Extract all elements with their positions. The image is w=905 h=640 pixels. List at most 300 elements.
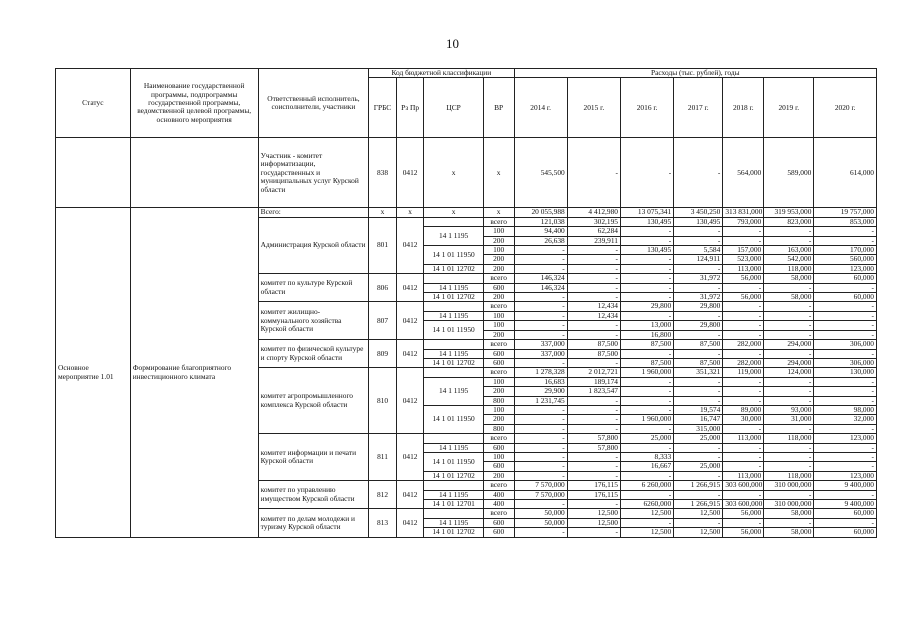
value-cell: - xyxy=(514,462,567,471)
vr-cell: 800 xyxy=(483,396,514,405)
value-cell: 12,500 xyxy=(620,528,673,537)
csr-cell xyxy=(424,274,483,283)
value-cell: 294,000 xyxy=(764,340,814,349)
vr-cell: 200 xyxy=(483,264,514,273)
value-cell: 313 831,000 xyxy=(723,208,764,217)
csr-cell: 14 1 1195 xyxy=(424,443,483,452)
value-cell: 58,000 xyxy=(764,528,814,537)
csr-cell xyxy=(424,302,483,311)
responsible-name: комитет по делам молодежи и туризму Курской области xyxy=(258,509,369,537)
value-cell: - xyxy=(674,138,723,208)
csr-cell: 14 1 01 11950 xyxy=(424,246,483,265)
value-cell: - xyxy=(620,349,673,358)
value-cell: - xyxy=(620,264,673,273)
value-cell: 130,495 xyxy=(620,217,673,226)
csr-cell: 14 1 1195 xyxy=(424,283,483,292)
value-cell: - xyxy=(674,311,723,320)
value-cell: 119,000 xyxy=(723,368,764,377)
grbs-cell: 811 xyxy=(369,434,397,481)
vr-cell: 600 xyxy=(483,528,514,537)
value-cell: 16,747 xyxy=(674,415,723,424)
value-cell: - xyxy=(620,518,673,527)
grbs-cell: 807 xyxy=(369,302,397,340)
value-cell: 16,683 xyxy=(514,377,567,386)
grbs-cell: 806 xyxy=(369,274,397,302)
total-row xyxy=(56,208,877,217)
value-cell: 1 278,328 xyxy=(514,368,567,377)
value-cell: - xyxy=(567,396,620,405)
rzpr-cell: 0412 xyxy=(396,274,424,302)
value-cell: - xyxy=(814,424,877,433)
value-cell: - xyxy=(567,500,620,509)
value-cell: - xyxy=(620,236,673,245)
value-cell: 146,324 xyxy=(514,274,567,283)
responsible-name: комитет по культуре Курской области xyxy=(258,274,369,302)
value-cell: 282,000 xyxy=(723,358,764,367)
value-cell: - xyxy=(723,396,764,405)
value-cell: - xyxy=(674,396,723,405)
header-budget-code: Код бюджетной классификации xyxy=(369,69,514,78)
value-cell: - xyxy=(620,227,673,236)
value-cell: - xyxy=(674,264,723,273)
csr-cell: 14 1 1195 xyxy=(424,490,483,499)
value-cell: 124,000 xyxy=(764,368,814,377)
value-cell: - xyxy=(674,443,723,452)
value-cell: 306,000 xyxy=(814,358,877,367)
value-cell: - xyxy=(514,528,567,537)
value-cell: - xyxy=(814,302,877,311)
value-cell: - xyxy=(567,462,620,471)
value-cell: 7 570,000 xyxy=(514,490,567,499)
header-year: 2020 г. xyxy=(814,78,877,138)
value-cell: - xyxy=(674,227,723,236)
value-cell: - xyxy=(514,434,567,443)
value-cell: - xyxy=(620,405,673,414)
value-cell: 87,500 xyxy=(674,358,723,367)
value-cell: 4 412,980 xyxy=(567,208,620,217)
rzpr-cell: 0412 xyxy=(396,302,424,340)
value-cell: - xyxy=(674,452,723,461)
value-cell: 56,000 xyxy=(723,293,764,302)
value-cell: 130,000 xyxy=(814,368,877,377)
value-cell: 560,000 xyxy=(814,255,877,264)
value-cell: - xyxy=(764,311,814,320)
vr-cell: х xyxy=(483,138,514,208)
value-cell: - xyxy=(567,358,620,367)
value-cell: 239,911 xyxy=(567,236,620,245)
value-cell: - xyxy=(814,462,877,471)
budget-table xyxy=(55,68,877,538)
value-cell: - xyxy=(723,424,764,433)
vr-cell: 100 xyxy=(483,452,514,461)
value-cell: - xyxy=(814,283,877,292)
value-cell: 29,900 xyxy=(514,387,567,396)
value-cell: 12,500 xyxy=(567,518,620,527)
value-cell: - xyxy=(814,349,877,358)
value-cell: 16,800 xyxy=(620,330,673,339)
value-cell: - xyxy=(567,246,620,255)
value-cell: - xyxy=(764,387,814,396)
value-cell: 6 260,000 xyxy=(620,481,673,490)
value-cell: - xyxy=(514,452,567,461)
vr-cell: 200 xyxy=(483,387,514,396)
value-cell: 12,500 xyxy=(620,509,673,518)
header-csr: ЦСР xyxy=(424,78,483,138)
value-cell: 1 960,000 xyxy=(620,415,673,424)
value-cell: 58,000 xyxy=(764,509,814,518)
participant-name: Участник - комитет информатизации, государственных и муниципальных услуг Курской области xyxy=(258,138,369,208)
value-cell: - xyxy=(620,490,673,499)
value-cell: 523,000 xyxy=(723,255,764,264)
header-rzpr: Рз Пр xyxy=(396,78,424,138)
vr-cell: 200 xyxy=(483,236,514,245)
value-cell: - xyxy=(814,443,877,452)
value-cell: - xyxy=(620,311,673,320)
value-cell: - xyxy=(674,349,723,358)
vr-cell: х xyxy=(483,208,514,217)
value-cell: 12,434 xyxy=(567,302,620,311)
value-cell: 123,000 xyxy=(814,434,877,443)
value-cell: - xyxy=(514,500,567,509)
value-cell: 58,000 xyxy=(764,274,814,283)
rzpr-cell: 0412 xyxy=(396,368,424,434)
value-cell: - xyxy=(764,452,814,461)
value-cell: 32,000 xyxy=(814,415,877,424)
value-cell: 130,495 xyxy=(620,246,673,255)
csr-cell: 14 1 01 12702 xyxy=(424,358,483,367)
value-cell: - xyxy=(674,490,723,499)
value-cell: 793,000 xyxy=(723,217,764,226)
value-cell: 29,800 xyxy=(674,302,723,311)
vr-cell: 100 xyxy=(483,311,514,320)
value-cell: 5,584 xyxy=(674,246,723,255)
value-cell: - xyxy=(514,358,567,367)
value-cell: 337,000 xyxy=(514,349,567,358)
value-cell: - xyxy=(814,518,877,527)
value-cell: - xyxy=(814,330,877,339)
value-cell: - xyxy=(764,330,814,339)
value-cell: 113,000 xyxy=(723,434,764,443)
header-name: Наименование государственной программы, подпрограммы государственной программы, ведомственной целевой программы, основного мероприятия xyxy=(130,69,258,138)
value-cell: - xyxy=(723,302,764,311)
grbs-cell: 801 xyxy=(369,217,397,273)
csr-cell: 14 1 01 12702 xyxy=(424,293,483,302)
value-cell: 310 000,000 xyxy=(764,481,814,490)
value-cell: - xyxy=(567,528,620,537)
value-cell: - xyxy=(567,274,620,283)
header-expenses: Расходы (тыс. рублей), годы xyxy=(514,69,876,78)
value-cell: 50,000 xyxy=(514,509,567,518)
responsible-name: комитет информации и печати Курской области xyxy=(258,434,369,481)
value-cell: 19 757,000 xyxy=(814,208,877,217)
value-cell: 315,000 xyxy=(674,424,723,433)
value-cell: 56,000 xyxy=(723,274,764,283)
value-cell: 545,500 xyxy=(514,138,567,208)
grbs-cell: 813 xyxy=(369,509,397,537)
csr-cell: 14 1 01 11950 xyxy=(424,405,483,433)
value-cell: 176,115 xyxy=(567,490,620,499)
value-cell: - xyxy=(567,255,620,264)
value-cell: 12,500 xyxy=(674,528,723,537)
value-cell: - xyxy=(764,227,814,236)
value-cell: 87,500 xyxy=(567,349,620,358)
csr-cell: х xyxy=(424,208,483,217)
value-cell: 294,000 xyxy=(764,358,814,367)
vr-cell: 200 xyxy=(483,293,514,302)
value-cell: - xyxy=(567,264,620,273)
value-cell: - xyxy=(764,518,814,527)
rzpr-cell: 0412 xyxy=(396,340,424,368)
value-cell: - xyxy=(723,462,764,471)
value-cell: - xyxy=(514,471,567,480)
value-cell: 6260,000 xyxy=(620,500,673,509)
vr-cell: всего xyxy=(483,274,514,283)
vr-cell: 400 xyxy=(483,500,514,509)
value-cell: - xyxy=(764,283,814,292)
responsible-name: комитет жилищно-коммунального хозяйства Курской области xyxy=(258,302,369,340)
value-cell: 20 055,988 xyxy=(514,208,567,217)
value-cell: - xyxy=(674,236,723,245)
value-cell: 589,000 xyxy=(764,138,814,208)
header-year: 2018 г. xyxy=(723,78,764,138)
vr-cell: 600 xyxy=(483,443,514,452)
value-cell: 25,000 xyxy=(620,434,673,443)
csr-cell xyxy=(424,217,483,226)
value-cell: - xyxy=(814,321,877,330)
value-cell: - xyxy=(514,330,567,339)
value-cell: - xyxy=(567,471,620,480)
value-cell: - xyxy=(764,396,814,405)
csr-cell: 14 1 1195 xyxy=(424,377,483,405)
value-cell: 118,000 xyxy=(764,264,814,273)
value-cell: - xyxy=(723,283,764,292)
value-cell: 8,333 xyxy=(620,452,673,461)
value-cell: 57,800 xyxy=(567,434,620,443)
value-cell: 1 823,547 xyxy=(567,387,620,396)
value-cell: - xyxy=(764,443,814,452)
value-cell: 1 960,000 xyxy=(620,368,673,377)
value-cell: 31,972 xyxy=(674,293,723,302)
value-cell: - xyxy=(567,424,620,433)
value-cell: 98,000 xyxy=(814,405,877,414)
value-cell: 118,000 xyxy=(764,434,814,443)
value-cell: - xyxy=(814,490,877,499)
value-cell: 30,000 xyxy=(723,415,764,424)
value-cell: - xyxy=(514,321,567,330)
value-cell: - xyxy=(567,330,620,339)
total-label: Всего: xyxy=(258,208,369,217)
value-cell: - xyxy=(723,236,764,245)
value-cell: - xyxy=(620,424,673,433)
value-cell: - xyxy=(620,471,673,480)
value-cell: - xyxy=(567,138,620,208)
header-year: 2014 г. xyxy=(514,78,567,138)
grbs-cell: 812 xyxy=(369,481,397,509)
value-cell: - xyxy=(723,452,764,461)
header-year: 2017 г. xyxy=(674,78,723,138)
value-cell: - xyxy=(723,490,764,499)
value-cell: - xyxy=(814,236,877,245)
value-cell: - xyxy=(723,349,764,358)
value-cell: - xyxy=(674,518,723,527)
grbs-cell: 810 xyxy=(369,368,397,434)
value-cell: - xyxy=(514,264,567,273)
value-cell: 282,000 xyxy=(723,340,764,349)
value-cell: - xyxy=(567,405,620,414)
value-cell: 56,000 xyxy=(723,509,764,518)
vr-cell: всего xyxy=(483,481,514,490)
value-cell: 94,400 xyxy=(514,227,567,236)
csr-cell: 14 1 01 11950 xyxy=(424,452,483,471)
value-cell: 29,800 xyxy=(674,321,723,330)
value-cell: 56,000 xyxy=(723,528,764,537)
value-cell: 9 400,000 xyxy=(814,500,877,509)
page-number: 10 xyxy=(446,36,459,51)
value-cell: 31,972 xyxy=(674,274,723,283)
value-cell: - xyxy=(764,462,814,471)
responsible-name: комитет агропромышленного комплекса Курской области xyxy=(258,368,369,434)
vr-cell: всего xyxy=(483,368,514,377)
value-cell: - xyxy=(514,424,567,433)
value-cell: - xyxy=(764,321,814,330)
grbs-cell: 809 xyxy=(369,340,397,368)
vr-cell: 200 xyxy=(483,330,514,339)
csr-cell: 14 1 01 11950 xyxy=(424,321,483,340)
grbs-cell: х xyxy=(369,208,397,217)
vr-cell: 100 xyxy=(483,321,514,330)
value-cell: 157,000 xyxy=(723,246,764,255)
value-cell: - xyxy=(514,246,567,255)
value-cell: 124,911 xyxy=(674,255,723,264)
value-cell: 13,000 xyxy=(620,321,673,330)
vr-cell: 800 xyxy=(483,424,514,433)
value-cell: 302,195 xyxy=(567,217,620,226)
value-cell: - xyxy=(723,311,764,320)
csr-cell: х xyxy=(424,138,483,208)
value-cell: - xyxy=(814,311,877,320)
header-year: 2015 г. xyxy=(567,78,620,138)
value-cell: - xyxy=(514,443,567,452)
value-cell: 337,000 xyxy=(514,340,567,349)
csr-cell: 14 1 1195 xyxy=(424,311,483,320)
value-cell: - xyxy=(620,396,673,405)
value-cell: 823,000 xyxy=(764,217,814,226)
responsible-name: комитет по физической культуре и спорту Курской области xyxy=(258,340,369,368)
value-cell: 25,000 xyxy=(674,434,723,443)
vr-cell: 200 xyxy=(483,255,514,264)
value-cell: 303 600,000 xyxy=(723,481,764,490)
value-cell: - xyxy=(764,490,814,499)
value-cell: 60,000 xyxy=(814,293,877,302)
value-cell: 13 075,341 xyxy=(620,208,673,217)
value-cell: - xyxy=(620,293,673,302)
value-cell: - xyxy=(764,302,814,311)
measure-status: Основное мероприятие 1.01 xyxy=(56,208,131,537)
vr-cell: всего xyxy=(483,340,514,349)
vr-cell: 100 xyxy=(483,246,514,255)
header-year: 2019 г. xyxy=(764,78,814,138)
value-cell: - xyxy=(567,415,620,424)
value-cell: 16,667 xyxy=(620,462,673,471)
value-cell: 123,000 xyxy=(814,471,877,480)
value-cell: - xyxy=(814,377,877,386)
value-cell: 25,000 xyxy=(674,462,723,471)
value-cell: 310 000,000 xyxy=(764,500,814,509)
value-cell: - xyxy=(764,349,814,358)
value-cell: 189,174 xyxy=(567,377,620,386)
value-cell: 303 600,000 xyxy=(723,500,764,509)
value-cell: - xyxy=(764,236,814,245)
value-cell: - xyxy=(620,443,673,452)
value-cell: - xyxy=(620,255,673,264)
vr-cell: 600 xyxy=(483,358,514,367)
value-cell: 2 012,721 xyxy=(567,368,620,377)
value-cell: 1 231,745 xyxy=(514,396,567,405)
value-cell: - xyxy=(674,471,723,480)
value-cell: - xyxy=(723,387,764,396)
value-cell: 564,000 xyxy=(723,138,764,208)
value-cell: 113,000 xyxy=(723,264,764,273)
value-cell: 542,000 xyxy=(764,255,814,264)
value-cell: 170,000 xyxy=(814,246,877,255)
header-status: Статус xyxy=(56,69,131,138)
value-cell: - xyxy=(723,321,764,330)
value-cell: - xyxy=(723,330,764,339)
csr-cell: 14 1 01 12702 xyxy=(424,528,483,537)
value-cell: - xyxy=(814,387,877,396)
value-cell: - xyxy=(674,377,723,386)
value-cell: 12,434 xyxy=(567,311,620,320)
value-cell: 130,495 xyxy=(674,217,723,226)
value-cell: - xyxy=(814,396,877,405)
value-cell: 50,000 xyxy=(514,518,567,527)
value-cell: - xyxy=(814,227,877,236)
vr-cell: 400 xyxy=(483,490,514,499)
value-cell: - xyxy=(567,283,620,292)
value-cell: 113,000 xyxy=(723,471,764,480)
rzpr-cell: 0412 xyxy=(396,434,424,481)
csr-cell: 14 1 01 12701 xyxy=(424,500,483,509)
vr-cell: 200 xyxy=(483,415,514,424)
value-cell: 87,500 xyxy=(674,340,723,349)
value-cell: - xyxy=(620,138,673,208)
value-cell: 58,000 xyxy=(764,293,814,302)
value-cell: 123,000 xyxy=(814,264,877,273)
value-cell: 351,321 xyxy=(674,368,723,377)
vr-cell: 100 xyxy=(483,227,514,236)
csr-cell: 14 1 1195 xyxy=(424,227,483,246)
vr-cell: всего xyxy=(483,217,514,226)
vr-cell: всего xyxy=(483,434,514,443)
value-cell: - xyxy=(514,415,567,424)
vr-cell: 100 xyxy=(483,405,514,414)
value-cell: 26,638 xyxy=(514,236,567,245)
value-cell: - xyxy=(814,452,877,461)
value-cell: - xyxy=(567,321,620,330)
vr-cell: всего xyxy=(483,302,514,311)
value-cell: - xyxy=(723,443,764,452)
value-cell: 57,800 xyxy=(567,443,620,452)
rzpr-cell: 0412 xyxy=(396,481,424,509)
rzpr-cell: 0412 xyxy=(396,217,424,273)
value-cell: 9 400,000 xyxy=(814,481,877,490)
participant-row xyxy=(56,138,877,208)
value-cell: 319 953,000 xyxy=(764,208,814,217)
value-cell: - xyxy=(567,293,620,302)
csr-cell: 14 1 01 12702 xyxy=(424,264,483,273)
header-grbs: ГРБС xyxy=(369,78,397,138)
value-cell: 62,284 xyxy=(567,227,620,236)
